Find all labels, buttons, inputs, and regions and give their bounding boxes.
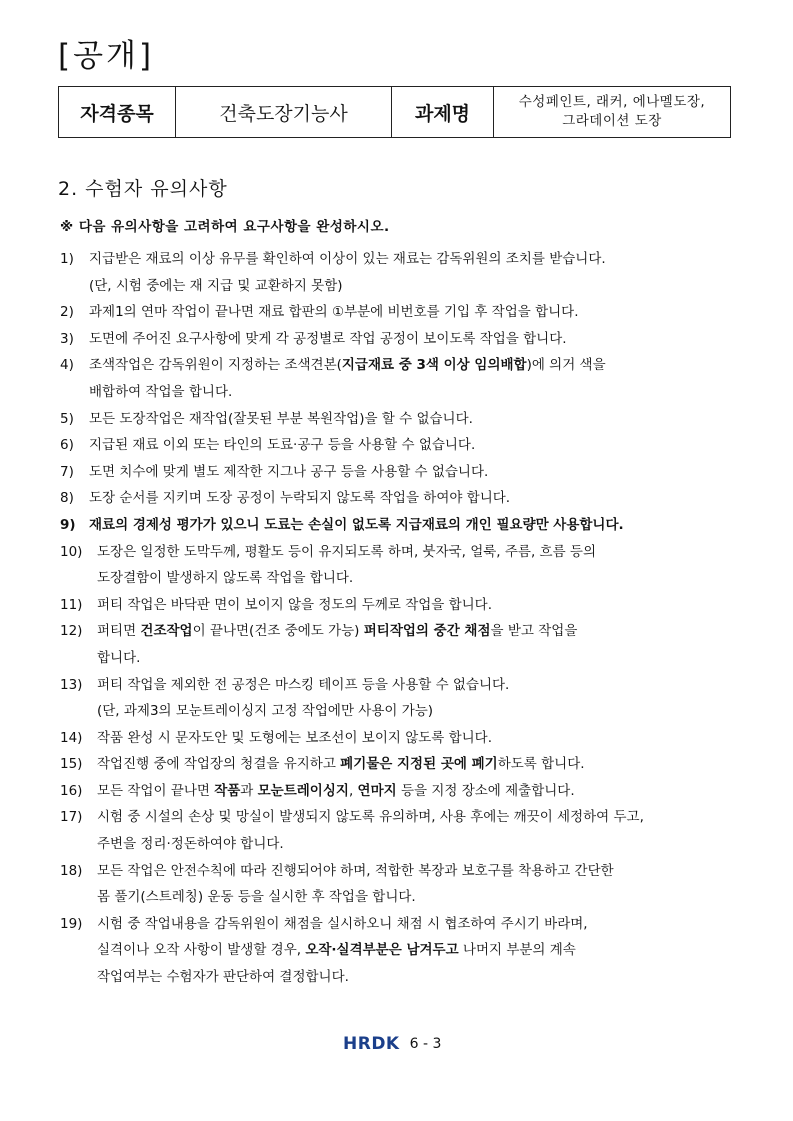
section-title: 2. 수험자 유의사항 bbox=[58, 178, 228, 200]
text-part: 하도록 합니다. bbox=[497, 756, 585, 773]
item-text: 작품 완성 시 문자도안 및 도형에는 보조선이 보이지 않도록 합니다. bbox=[97, 729, 493, 746]
item-text: 도장은 일정한 도막두께, 평활도 등이 유지되도록 하며, 붓자국, 얼룩, 주름, 흐름 등의 bbox=[97, 543, 597, 560]
item-number: 15) bbox=[60, 756, 83, 773]
item-number: 12) bbox=[60, 623, 83, 640]
emphasis: 폐기물은 지정된 곳에 폐기 bbox=[340, 756, 498, 773]
list-item bbox=[60, 512, 738, 539]
item-text bbox=[89, 352, 738, 379]
list-item bbox=[60, 485, 738, 512]
item-text: 시험 중 시설의 손상 및 망실이 발생되지 않도록 유의하며, 사용 후에는 깨끗이 세정하여 두고, bbox=[97, 809, 644, 826]
task-value-line: 그라데이션 도장 bbox=[562, 113, 662, 129]
text-part: 퍼티면 bbox=[97, 623, 141, 640]
item-number: 5) bbox=[60, 410, 74, 427]
text-part: 모든 작업이 끝나면 bbox=[97, 782, 215, 799]
list-item bbox=[60, 459, 738, 486]
list-item bbox=[60, 406, 738, 433]
list-item bbox=[60, 911, 738, 991]
item-text: 도장결함이 발생하지 않도록 작업을 합니다. bbox=[97, 570, 354, 587]
item-number: 1) bbox=[60, 251, 74, 267]
text-part: 작업진행 중에 작업장의 청결을 유지하고 bbox=[97, 756, 341, 773]
item-number: 18) bbox=[60, 862, 83, 879]
precautions-list bbox=[60, 246, 738, 991]
item-number: 11) bbox=[60, 596, 83, 613]
list-item bbox=[60, 751, 738, 778]
list-item bbox=[60, 592, 738, 619]
emphasis: 오작·실격부분은 남겨두고 bbox=[305, 942, 459, 959]
item-text: 모든 도장작업은 재작업(잘못된 부분 복원작업)을 할 수 없습니다. bbox=[89, 410, 473, 427]
item-number: 17) bbox=[60, 809, 83, 826]
task-value bbox=[494, 87, 731, 138]
text-part: 등을 지정 장소에 제출합니다. bbox=[396, 782, 575, 799]
item-text: 지급된 재료 이외 또는 타인의 도료·공구 등을 사용할 수 없습니다. bbox=[89, 437, 476, 454]
list-item bbox=[60, 618, 738, 671]
list-item bbox=[60, 804, 738, 857]
item-text: 몸 풀기(스트레칭) 운동 등을 실시한 후 작업을 합니다. bbox=[97, 889, 416, 906]
list-item bbox=[60, 725, 738, 752]
item-number: 8) bbox=[60, 490, 74, 507]
item-text: 작업여부는 수험자가 판단하여 결정합니다. bbox=[97, 969, 349, 986]
notice: ※ 다음 유의사항을 고려하여 요구사항을 완성하시오. bbox=[60, 219, 390, 235]
item-number: 4) bbox=[60, 357, 74, 374]
list-item bbox=[60, 432, 738, 459]
item-number: 9) bbox=[60, 516, 76, 533]
item-number: 16) bbox=[60, 782, 83, 799]
emphasis: 지급재료 중 3색 이상 임의배합 bbox=[341, 357, 527, 374]
item-number: 14) bbox=[60, 729, 83, 746]
item-text: 도장 순서를 지키며 도장 공정이 누락되지 않도록 작업을 하여야 합니다. bbox=[89, 490, 511, 507]
qualification-value: 건축도장기능사 bbox=[176, 87, 392, 138]
disclosure-tag: [공개] bbox=[58, 38, 155, 74]
item-number: 3) bbox=[60, 330, 74, 347]
item-number: 19) bbox=[60, 915, 83, 932]
list-item bbox=[60, 858, 738, 911]
list-item bbox=[60, 326, 738, 353]
text-part: , bbox=[348, 782, 358, 799]
item-text: 배합하여 작업을 합니다. bbox=[89, 383, 233, 400]
text-part: 실격이나 오작 사항이 발생할 경우, bbox=[97, 942, 306, 959]
task-value-line: 수성페인트, 래커, 에나멜도장, bbox=[518, 94, 706, 110]
emphasis: 연마지 bbox=[357, 782, 397, 799]
text-part: )에 의거 색을 bbox=[526, 357, 606, 374]
item-text: 주변을 정리·정돈하여야 합니다. bbox=[97, 836, 284, 853]
item-text bbox=[97, 751, 738, 778]
item-text: 도면에 주어진 요구사항에 맞게 각 공정별로 작업 공정이 보이도록 작업을 합니다. bbox=[89, 330, 567, 347]
item-text: (단, 시험 중에는 재 지급 및 교환하지 못함) bbox=[89, 277, 343, 294]
item-text: 도면 치수에 맞게 별도 제작한 지그나 공구 등을 사용할 수 없습니다. bbox=[89, 463, 489, 480]
item-number: 10) bbox=[60, 543, 83, 560]
qualification-label: 자격종목 bbox=[59, 87, 176, 138]
item-text bbox=[97, 937, 738, 964]
item-text: 퍼티 작업은 바닥판 면이 보이지 않을 정도의 두께로 작업을 합니다. bbox=[97, 596, 493, 613]
list-item bbox=[60, 539, 738, 592]
item-text bbox=[97, 618, 738, 645]
item-text: 재료의 경제성 평가가 있으니 도료는 손실이 없도록 지급재료의 개인 필요량만 사용합니다. bbox=[89, 516, 624, 533]
emphasis: 퍼티작업의 중간 채점 bbox=[363, 623, 491, 640]
hrdk-logo: HRDK bbox=[343, 1034, 400, 1054]
item-text: 시험 중 작업내용을 감독위원이 채점을 실시하오니 채점 시 협조하여 주시기 바라며, bbox=[97, 915, 588, 932]
text-part: 을 받고 작업을 bbox=[490, 623, 578, 640]
list-item bbox=[60, 299, 738, 326]
item-text: 모든 작업은 안전수칙에 따라 진행되어야 하며, 적합한 복장과 보호구를 착용하고 간단한 bbox=[97, 862, 614, 879]
item-text bbox=[97, 778, 738, 805]
item-text: 퍼티 작업을 제외한 전 공정은 마스킹 테이프 등을 사용할 수 없습니다. bbox=[97, 676, 510, 693]
item-number: 13) bbox=[60, 676, 83, 693]
list-item bbox=[60, 778, 738, 805]
emphasis: 건조작업 bbox=[140, 623, 193, 640]
info-table bbox=[58, 86, 731, 138]
item-number: 2) bbox=[60, 304, 74, 321]
text-part: 이 끝나면(건조 중에도 가능) bbox=[192, 623, 364, 640]
item-number: 6) bbox=[60, 437, 74, 454]
task-label: 과제명 bbox=[392, 87, 494, 138]
item-text: 과제1의 연마 작업이 끝나면 재료 합판의 ①부분에 비번호를 기입 후 작업을 합니다. bbox=[89, 304, 579, 321]
page-footer bbox=[343, 1034, 441, 1054]
text-part: 조색작업은 감독위원이 지정하는 조색견본( bbox=[89, 357, 342, 374]
item-text: 지급받은 재료의 이상 유무를 확인하여 이상이 있는 재료는 감독위원의 조치를 받습니다. bbox=[89, 251, 606, 267]
list-item bbox=[60, 672, 738, 725]
list-item bbox=[60, 246, 738, 299]
item-number: 7) bbox=[60, 463, 74, 480]
page-number: 6 - 3 bbox=[409, 1036, 442, 1052]
text-part: 나머지 부분의 계속 bbox=[458, 942, 576, 959]
item-text: (단, 과제3의 모눈트레이싱지 고정 작업에만 사용이 가능) bbox=[97, 703, 434, 720]
emphasis: 작품 bbox=[214, 782, 241, 799]
list-item bbox=[60, 352, 738, 405]
emphasis: 모눈트레이싱지 bbox=[257, 782, 349, 799]
text-part: 과 bbox=[240, 782, 258, 799]
item-text: 합니다. bbox=[97, 649, 141, 666]
